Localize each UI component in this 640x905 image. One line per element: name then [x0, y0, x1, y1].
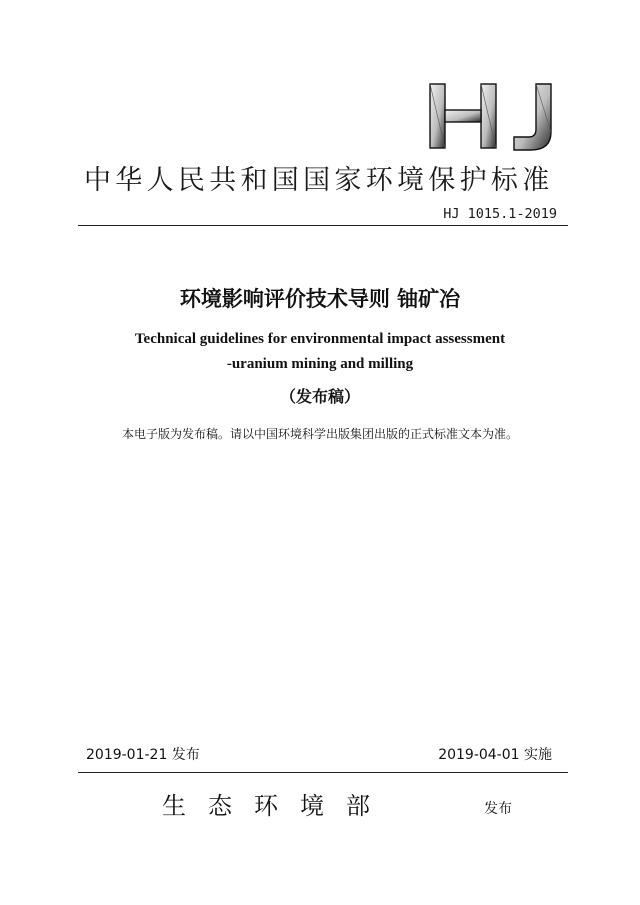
logo-letter-j	[514, 84, 551, 150]
standard-number: HJ 1015.1-2019	[443, 206, 557, 222]
logo-letter-h	[430, 84, 496, 148]
hj-logo	[428, 82, 558, 152]
issuing-authority-suffix: 发布	[484, 801, 512, 817]
draft-label: （发布稿）	[279, 387, 360, 406]
hj-logo-graphic	[428, 82, 558, 152]
document-title-english-line2: -uranium mining and milling	[226, 356, 414, 372]
effective-date: 2019-04-01 实施	[438, 747, 552, 763]
footer-divider	[78, 772, 568, 773]
header-divider	[78, 225, 568, 226]
document-title-english-line1: Technical guidelines for environmental impact assessment	[134, 331, 506, 347]
edition-note: 本电子版为发布稿。请以中国环境科学出版集团出版的正式标准文本为准。	[121, 427, 518, 441]
standard-organization-title: 中华人民共和国国家环境保护标准	[84, 165, 554, 196]
issuing-authority: 生态环境部	[162, 792, 392, 820]
document-title-chinese: 环境影响评价技术导则 铀矿冶	[179, 287, 461, 311]
issue-date: 2019-01-21 发布	[86, 747, 200, 763]
